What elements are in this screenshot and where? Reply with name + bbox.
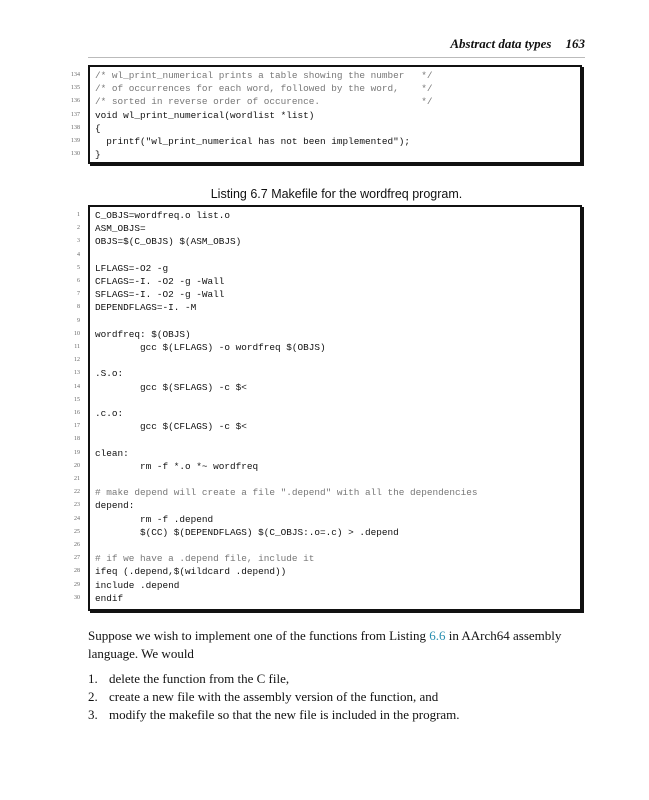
list-item-number: 2. [88, 689, 98, 704]
code-line [74, 565, 580, 578]
code-line [74, 460, 580, 473]
code-text: rm -f .depend [95, 513, 214, 525]
line-number: 139 [71, 138, 80, 144]
code-text: .c.o: [95, 408, 124, 419]
line-number: 12 [74, 357, 80, 364]
code-line [74, 420, 580, 433]
steps-list [88, 670, 585, 724]
line-number: 21 [74, 476, 80, 482]
code-text: C_OBJS=wordfreq.o list.o [95, 210, 231, 221]
line-number: 23 [74, 502, 80, 509]
code-line [74, 592, 580, 605]
code-line [74, 367, 580, 380]
running-header [88, 34, 585, 54]
line-number: 6 [77, 278, 80, 284]
code-line [71, 122, 580, 135]
code-line [71, 148, 580, 161]
code-line [74, 539, 580, 552]
code-text: printf("wl_print_numerical has not been implemented"); [95, 136, 411, 147]
code-line [74, 328, 580, 341]
code-line [71, 69, 580, 82]
code-line [77, 301, 580, 314]
line-number: 136 [71, 98, 80, 105]
code-text: /* wl_print_numerical prints a table showing the number */ [95, 70, 433, 81]
code-line [74, 513, 580, 526]
line-number: 137 [71, 111, 80, 118]
code-line [74, 381, 580, 394]
line-number: 3 [77, 238, 80, 245]
listing-fragment-box [71, 65, 582, 164]
line-number: 19 [74, 449, 80, 456]
paragraph-text-after-link: in AArch64 assembly language. We would [88, 628, 562, 661]
code-line [74, 526, 580, 539]
list-item [88, 706, 585, 724]
code-text: CFLAGS=-I. -O2 -g -Wall [95, 276, 225, 287]
code-line [77, 315, 580, 328]
makefile-listing-box [74, 205, 582, 611]
list-item-number: 3. [88, 707, 98, 722]
listing-link[interactable]: 6.6 [429, 628, 446, 643]
line-number: 1 [77, 212, 80, 218]
code-text: depend: [95, 500, 135, 512]
code-line [74, 579, 580, 592]
line-number: 13 [74, 370, 80, 377]
line-number: 18 [74, 436, 80, 443]
code-line [71, 82, 580, 95]
code-text: # if we have a .depend file, include it [95, 553, 315, 565]
line-number: 5 [77, 264, 80, 271]
section-title: Abstract data types [450, 36, 552, 51]
code-text: /* of occurrences for each word, followed by the word, */ [95, 83, 433, 95]
line-number: 14 [74, 383, 80, 390]
list-item [88, 670, 585, 688]
code-text: SFLAGS=-I. -O2 -g -Wall [95, 289, 225, 301]
line-number: 28 [74, 568, 80, 575]
list-item [88, 688, 585, 706]
code-line [74, 394, 580, 407]
code-text: clean: [95, 447, 129, 459]
code-line [71, 135, 580, 148]
code-text: gcc $(CFLAGS) -c $< [95, 421, 247, 433]
line-number: 30 [74, 594, 80, 601]
code-line [74, 407, 580, 420]
code-text: LFLAGS=-O2 -g [95, 262, 169, 274]
line-number: 27 [74, 555, 80, 562]
page-number: 163 [565, 36, 585, 51]
code-text: { [95, 122, 101, 134]
code-text: /* sorted in reverse order of occurence. */ [95, 96, 433, 108]
line-number: 22 [74, 489, 80, 496]
code-text: DEPENDFLAGS=-I. -M [95, 302, 197, 314]
code-line [74, 486, 580, 499]
code-line [74, 473, 580, 486]
line-number: 25 [74, 528, 80, 535]
code-text: gcc $(SFLAGS) -c $< [95, 381, 247, 393]
code-line [71, 109, 580, 122]
line-number: 4 [77, 251, 80, 258]
line-number: 130 [71, 151, 80, 158]
line-number: 24 [74, 515, 80, 522]
code-text: # make depend will create a file ".depend" with all the dependencies [95, 487, 478, 499]
code-line [74, 499, 580, 512]
line-number: 11 [74, 344, 80, 350]
code-line [74, 447, 580, 460]
line-number: 29 [74, 581, 80, 588]
header-rule [88, 57, 585, 58]
list-item-text: delete the function from the C file, [109, 671, 290, 686]
code-line [74, 552, 580, 565]
code-line [77, 288, 580, 301]
code-line [77, 275, 580, 288]
code-text: gcc $(LFLAGS) -o wordfreq $(OBJS) [95, 342, 326, 353]
line-number: 26 [74, 542, 80, 548]
code-text: rm -f *.o *~ wordfreq [95, 460, 259, 472]
line-number: 138 [71, 124, 80, 131]
code-text: wordfreq: $(OBJS) [95, 328, 191, 340]
code-line [74, 341, 580, 354]
list-item-number: 1. [88, 671, 98, 686]
code-text: OBJS=$(C_OBJS) $(ASM_OBJS) [95, 236, 242, 248]
code-text: endif [95, 592, 124, 604]
list-item-text: create a new file with the assembly version of the function, and [109, 689, 439, 704]
list-item-text: modify the makefile so that the new file is included in the program. [109, 707, 460, 722]
line-number: 8 [77, 304, 80, 311]
paragraph-text-before-link: Suppose we wish to implement one of the functions from Listing [88, 628, 430, 643]
code-text: .S.o: [95, 368, 124, 380]
code-line [77, 209, 580, 222]
line-number: 9 [77, 317, 80, 324]
code-line [77, 262, 580, 275]
code-text: include .depend [95, 579, 180, 591]
code-line [77, 235, 580, 248]
body-paragraph [88, 627, 585, 663]
line-number: 2 [77, 225, 80, 232]
line-number: 10 [74, 330, 80, 337]
line-number: 134 [71, 72, 80, 78]
line-number: 20 [74, 462, 80, 469]
code-line [77, 222, 580, 235]
line-number: 16 [74, 410, 80, 416]
code-line [71, 95, 580, 108]
listing-caption: Listing 6.7 Makefile for the wordfreq program. [210, 187, 463, 201]
code-text: void wl_print_numerical(wordlist *list) [95, 109, 315, 121]
line-number: 17 [74, 423, 80, 430]
code-text: $(CC) $(DEPENDFLAGS) $(C_OBJS:.o=.c) > .depend [95, 526, 399, 538]
code-text: ifeq (.depend,$(wildcard .depend)) [95, 566, 287, 578]
line-number: 15 [74, 396, 80, 403]
line-number: 135 [71, 85, 80, 92]
code-text: } [95, 149, 101, 161]
code-line [77, 249, 580, 262]
line-number: 7 [77, 291, 80, 298]
code-line [74, 354, 580, 367]
code-line [74, 433, 580, 446]
code-text: ASM_OBJS= [95, 223, 146, 235]
